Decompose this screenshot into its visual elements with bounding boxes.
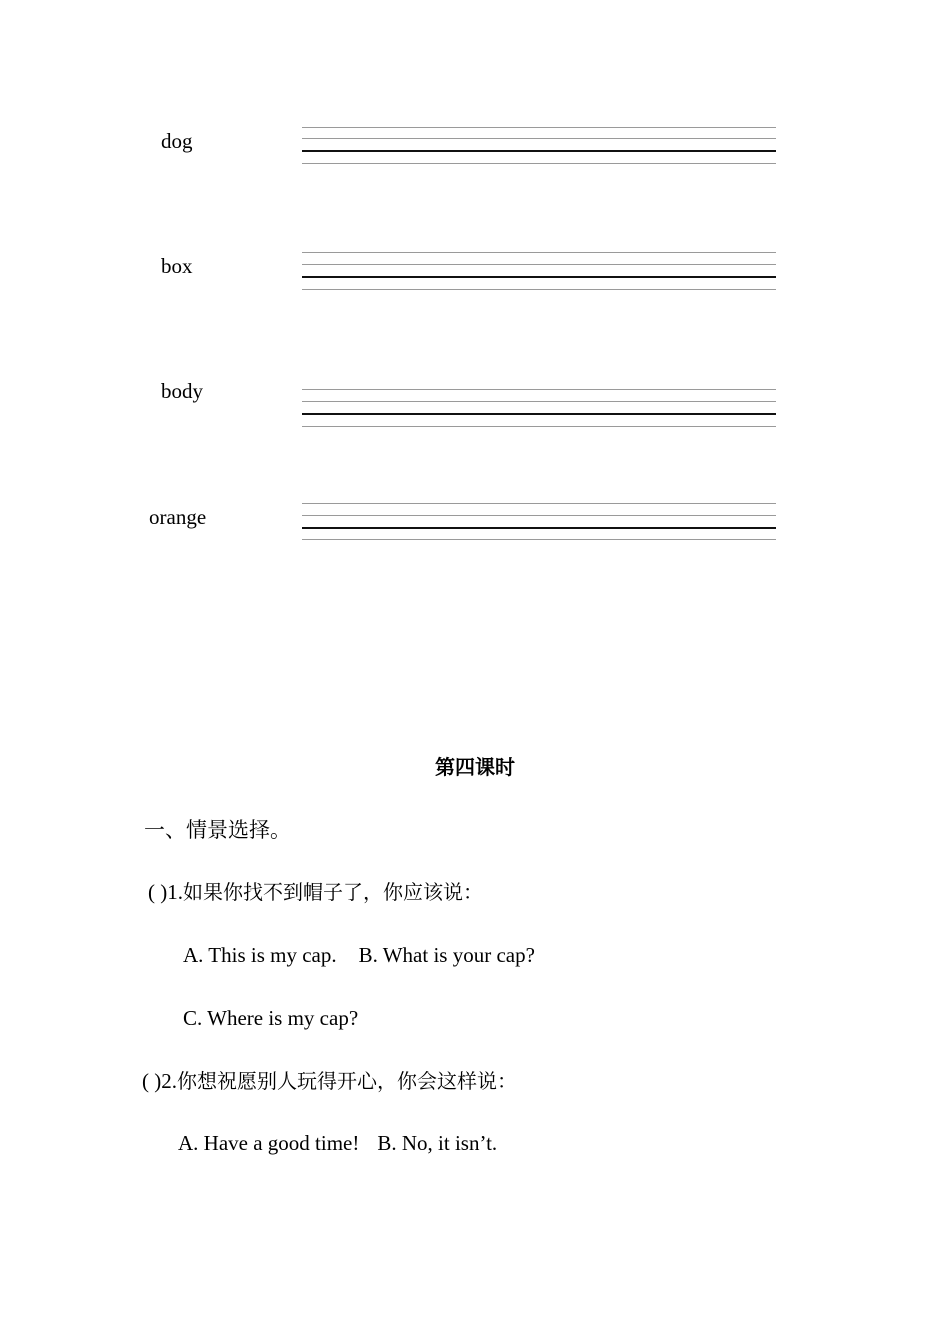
bottom-line (302, 289, 776, 290)
writing-lines[interactable] (302, 389, 776, 429)
question-prompt: 如果你找不到帽子了，你应该说： (183, 880, 483, 904)
top-line (302, 503, 776, 504)
practice-word: orange (149, 505, 207, 529)
option-c: C. Where is my cap? (183, 1006, 359, 1030)
practice-word: dog (161, 129, 193, 153)
option-b: B. No, it isn’t. (377, 1131, 498, 1155)
answer-blank[interactable]: ( ) (148, 880, 168, 904)
question-number: 2. (161, 1069, 177, 1093)
top-line (302, 389, 776, 390)
bottom-line (302, 426, 776, 427)
base-line (302, 150, 776, 152)
base-line (302, 276, 776, 278)
section-title: 一、情景选择。 (144, 818, 291, 842)
question-1-options-row-1 (183, 941, 535, 969)
practice-word: body (161, 379, 203, 403)
question-2 (142, 1067, 517, 1095)
option-b: B. What is your cap? (358, 943, 535, 967)
writing-lines[interactable] (302, 127, 776, 167)
practice-word: box (161, 254, 193, 278)
option-a: A. This is my cap. (183, 943, 337, 967)
middle-line (302, 264, 776, 265)
question-prompt: 你想祝愿别人玩得开心，你会这样说： (177, 1069, 517, 1093)
top-line (302, 252, 776, 253)
bottom-line (302, 539, 776, 540)
middle-line (302, 401, 776, 402)
bottom-line (302, 163, 776, 164)
writing-lines[interactable] (302, 252, 776, 292)
question-1 (148, 878, 483, 906)
question-number: 1. (167, 880, 183, 904)
base-line (302, 527, 776, 529)
option-a: A. Have a good time! (178, 1131, 360, 1155)
question-1-options-row-2 (183, 1004, 358, 1032)
lesson-title: 第四课时 (435, 755, 515, 779)
writing-lines[interactable] (302, 503, 776, 543)
top-line (302, 127, 776, 128)
question-2-options-row-1 (178, 1129, 497, 1157)
middle-line (302, 515, 776, 516)
base-line (302, 413, 776, 415)
middle-line (302, 138, 776, 139)
answer-blank[interactable]: ( ) (142, 1069, 162, 1093)
